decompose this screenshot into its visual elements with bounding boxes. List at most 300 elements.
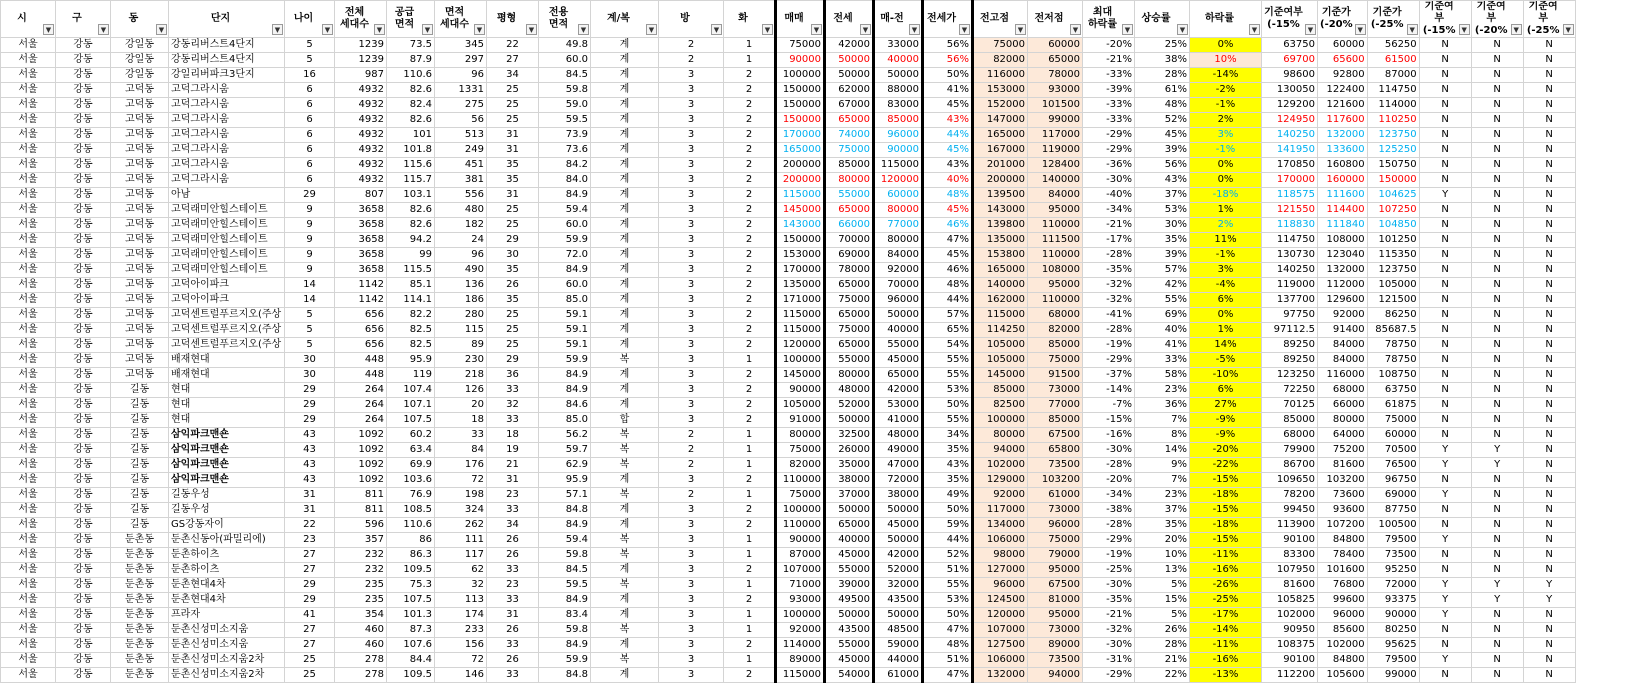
cell-supply_area[interactable]: 84.4	[387, 653, 435, 668]
cell-rooms[interactable]: 3	[659, 398, 724, 413]
cell-jeonse[interactable]: 80000	[825, 173, 874, 188]
cell-base15[interactable]: 97750	[1262, 308, 1318, 323]
cell-high_sale[interactable]: 153800	[973, 248, 1028, 263]
cell-base25[interactable]: 95250	[1367, 563, 1419, 578]
cell-rise[interactable]: 28%	[1135, 68, 1190, 83]
cell-supply_area[interactable]: 115.5	[387, 263, 435, 278]
cell-sale[interactable]: 75000	[776, 443, 825, 458]
cell-base20[interactable]: 96000	[1318, 608, 1368, 623]
cell-flag20[interactable]: N	[1471, 308, 1523, 323]
cell-base20[interactable]: 91400	[1318, 323, 1368, 338]
cell-area_households[interactable]: 72	[435, 653, 487, 668]
cell-base15[interactable]: 63750	[1262, 38, 1318, 53]
filter-dropdown-icon[interactable]: ▼	[1511, 24, 1522, 35]
cell-drop[interactable]: 2%	[1190, 218, 1262, 233]
cell-rooms[interactable]: 3	[659, 473, 724, 488]
cell-stair_type[interactable]: 계	[591, 293, 659, 308]
cell-si[interactable]: 서울	[1, 293, 56, 308]
cell-gu[interactable]: 강동	[56, 338, 111, 353]
cell-exclusive_area[interactable]: 84.8	[539, 503, 591, 518]
cell-low_jeonse[interactable]: 77000	[1028, 398, 1083, 413]
cell-base25[interactable]: 93375	[1367, 593, 1419, 608]
cell-pyeong[interactable]: 33	[487, 593, 539, 608]
cell-flag20[interactable]: N	[1471, 623, 1523, 638]
cell-low_jeonse[interactable]: 95000	[1028, 278, 1083, 293]
cell-dong[interactable]: 고덕동	[111, 233, 169, 248]
cell-base15[interactable]: 121550	[1262, 203, 1318, 218]
cell-base25[interactable]: 90000	[1367, 608, 1419, 623]
cell-high_sale[interactable]: 120000	[973, 608, 1028, 623]
cell-age[interactable]: 29	[285, 188, 335, 203]
cell-drop[interactable]: 11%	[1190, 233, 1262, 248]
cell-area_households[interactable]: 280	[435, 308, 487, 323]
cell-rise[interactable]: 23%	[1135, 383, 1190, 398]
cell-base20[interactable]: 92800	[1318, 68, 1368, 83]
cell-gu[interactable]: 강동	[56, 548, 111, 563]
cell-jeonse[interactable]: 37000	[825, 488, 874, 503]
cell-base20[interactable]: 73600	[1318, 488, 1368, 503]
cell-max_drop[interactable]: -37%	[1083, 368, 1135, 383]
cell-high_sale[interactable]: 165000	[973, 128, 1028, 143]
cell-stair_type[interactable]: 계	[591, 608, 659, 623]
cell-sale[interactable]: 100000	[776, 353, 825, 368]
cell-gap[interactable]: 61000	[874, 668, 923, 683]
cell-max_drop[interactable]: -34%	[1083, 488, 1135, 503]
cell-rise[interactable]: 23%	[1135, 488, 1190, 503]
cell-base15[interactable]: 89250	[1262, 338, 1318, 353]
cell-base15[interactable]: 113900	[1262, 518, 1318, 533]
cell-supply_area[interactable]: 82.6	[387, 218, 435, 233]
cell-danji[interactable]: 둔촌신성미소지움	[169, 638, 285, 653]
cell-area_households[interactable]: 233	[435, 623, 487, 638]
cell-danji[interactable]: 배재현대	[169, 353, 285, 368]
cell-low_jeonse[interactable]: 103200	[1028, 473, 1083, 488]
cell-stair_type[interactable]: 계	[591, 473, 659, 488]
cell-sale[interactable]: 150000	[776, 98, 825, 113]
cell-si[interactable]: 서울	[1, 38, 56, 53]
cell-base25[interactable]: 86250	[1367, 308, 1419, 323]
cell-low_jeonse[interactable]: 82000	[1028, 323, 1083, 338]
cell-jeonse_ratio[interactable]: 55%	[923, 368, 973, 383]
cell-area_households[interactable]: 111	[435, 533, 487, 548]
cell-age[interactable]: 5	[285, 308, 335, 323]
cell-supply_area[interactable]: 73.5	[387, 38, 435, 53]
cell-drop[interactable]: -16%	[1190, 563, 1262, 578]
cell-jeonse[interactable]: 75000	[825, 293, 874, 308]
cell-danji[interactable]: 둔촌신성미소지움2차	[169, 668, 285, 683]
cell-rise[interactable]: 8%	[1135, 428, 1190, 443]
cell-drop[interactable]: -18%	[1190, 518, 1262, 533]
cell-danji[interactable]: 현대	[169, 383, 285, 398]
filter-dropdown-icon[interactable]: ▼	[272, 24, 283, 35]
cell-base25[interactable]: 85687.5	[1367, 323, 1419, 338]
cell-sale[interactable]: 100000	[776, 503, 825, 518]
column-header-base15[interactable]	[1262, 1, 1318, 38]
cell-high_sale[interactable]: 92000	[973, 488, 1028, 503]
cell-dong[interactable]: 길동	[111, 488, 169, 503]
cell-danji[interactable]: 고덕그라시움	[169, 173, 285, 188]
cell-gap[interactable]: 65000	[874, 368, 923, 383]
cell-si[interactable]: 서울	[1, 503, 56, 518]
cell-max_drop[interactable]: -38%	[1083, 503, 1135, 518]
cell-base25[interactable]: 96750	[1367, 473, 1419, 488]
cell-pyeong[interactable]: 25	[487, 323, 539, 338]
cell-low_jeonse[interactable]: 93000	[1028, 83, 1083, 98]
cell-supply_area[interactable]: 86	[387, 533, 435, 548]
cell-gap[interactable]: 55000	[874, 338, 923, 353]
cell-base25[interactable]: 69000	[1367, 488, 1419, 503]
cell-flag20[interactable]: N	[1471, 533, 1523, 548]
cell-exclusive_area[interactable]: 59.8	[539, 548, 591, 563]
cell-rooms[interactable]: 3	[659, 83, 724, 98]
cell-base25[interactable]: 104625	[1367, 188, 1419, 203]
cell-age[interactable]: 30	[285, 368, 335, 383]
cell-danji[interactable]: 고덕래미안힐스테이트	[169, 233, 285, 248]
cell-rooms[interactable]: 3	[659, 638, 724, 653]
cell-baths[interactable]: 1	[724, 428, 776, 443]
cell-max_drop[interactable]: -32%	[1083, 293, 1135, 308]
cell-jeonse_ratio[interactable]: 47%	[923, 623, 973, 638]
cell-jeonse_ratio[interactable]: 49%	[923, 488, 973, 503]
cell-dong[interactable]: 고덕동	[111, 293, 169, 308]
cell-flag20[interactable]: N	[1471, 218, 1523, 233]
cell-si[interactable]: 서울	[1, 368, 56, 383]
column-header-pyeong[interactable]	[487, 1, 539, 38]
cell-base20[interactable]: 66000	[1318, 398, 1368, 413]
cell-dong[interactable]: 길동	[111, 443, 169, 458]
cell-base25[interactable]: 61875	[1367, 398, 1419, 413]
cell-base25[interactable]: 56250	[1367, 38, 1419, 53]
cell-gap[interactable]: 43500	[874, 593, 923, 608]
cell-baths[interactable]: 2	[724, 293, 776, 308]
cell-si[interactable]: 서울	[1, 518, 56, 533]
cell-max_drop[interactable]: -21%	[1083, 53, 1135, 68]
filter-dropdown-icon[interactable]: ▼	[526, 24, 537, 35]
cell-supply_area[interactable]: 110.6	[387, 518, 435, 533]
cell-low_jeonse[interactable]: 73500	[1028, 653, 1083, 668]
cell-stair_type[interactable]: 계	[591, 323, 659, 338]
cell-baths[interactable]: 2	[724, 278, 776, 293]
cell-gu[interactable]: 강동	[56, 68, 111, 83]
cell-base25[interactable]: 150750	[1367, 158, 1419, 173]
cell-stair_type[interactable]: 합	[591, 413, 659, 428]
cell-sale[interactable]: 115000	[776, 668, 825, 683]
cell-base25[interactable]: 87000	[1367, 68, 1419, 83]
cell-base25[interactable]: 114750	[1367, 83, 1419, 98]
cell-flag15[interactable]: N	[1419, 38, 1471, 53]
cell-high_sale[interactable]: 116000	[973, 68, 1028, 83]
cell-baths[interactable]: 2	[724, 263, 776, 278]
cell-supply_area[interactable]: 107.5	[387, 413, 435, 428]
cell-total_households[interactable]: 987	[335, 68, 387, 83]
cell-drop[interactable]: -10%	[1190, 368, 1262, 383]
cell-total_households[interactable]: 811	[335, 503, 387, 518]
cell-sale[interactable]: 100000	[776, 68, 825, 83]
cell-area_households[interactable]: 136	[435, 278, 487, 293]
cell-jeonse[interactable]: 39000	[825, 578, 874, 593]
cell-flag20[interactable]: N	[1471, 68, 1523, 83]
cell-base20[interactable]: 78400	[1318, 548, 1368, 563]
cell-rise[interactable]: 56%	[1135, 158, 1190, 173]
cell-age[interactable]: 25	[285, 653, 335, 668]
cell-jeonse_ratio[interactable]: 45%	[923, 98, 973, 113]
cell-flag25[interactable]: N	[1523, 503, 1575, 518]
cell-base25[interactable]: 75000	[1367, 413, 1419, 428]
cell-gu[interactable]: 강동	[56, 413, 111, 428]
cell-flag20[interactable]: N	[1471, 263, 1523, 278]
cell-max_drop[interactable]: -29%	[1083, 668, 1135, 683]
column-header-area_households[interactable]	[435, 1, 487, 38]
cell-high_sale[interactable]: 124500	[973, 593, 1028, 608]
cell-flag20[interactable]: N	[1471, 323, 1523, 338]
cell-rooms[interactable]: 2	[659, 428, 724, 443]
cell-jeonse[interactable]: 65000	[825, 308, 874, 323]
filter-dropdown-icon[interactable]: ▼	[1177, 24, 1188, 35]
cell-base20[interactable]: 129600	[1318, 293, 1368, 308]
cell-pyeong[interactable]: 25	[487, 203, 539, 218]
cell-age[interactable]: 6	[285, 173, 335, 188]
cell-jeonse_ratio[interactable]: 51%	[923, 653, 973, 668]
cell-jeonse_ratio[interactable]: 53%	[923, 593, 973, 608]
cell-high_sale[interactable]: 100000	[973, 413, 1028, 428]
cell-rise[interactable]: 55%	[1135, 293, 1190, 308]
cell-pyeong[interactable]: 32	[487, 398, 539, 413]
cell-si[interactable]: 서울	[1, 323, 56, 338]
cell-baths[interactable]: 2	[724, 668, 776, 683]
cell-total_households[interactable]: 278	[335, 668, 387, 683]
cell-high_sale[interactable]: 129000	[973, 473, 1028, 488]
cell-gu[interactable]: 강동	[56, 443, 111, 458]
cell-low_jeonse[interactable]: 67500	[1028, 428, 1083, 443]
cell-jeonse[interactable]: 52000	[825, 398, 874, 413]
cell-area_households[interactable]: 182	[435, 218, 487, 233]
cell-baths[interactable]: 1	[724, 53, 776, 68]
cell-jeonse[interactable]: 55000	[825, 353, 874, 368]
cell-jeonse_ratio[interactable]: 50%	[923, 608, 973, 623]
cell-max_drop[interactable]: -14%	[1083, 383, 1135, 398]
cell-base20[interactable]: 111840	[1318, 218, 1368, 233]
cell-age[interactable]: 27	[285, 563, 335, 578]
cell-total_households[interactable]: 4932	[335, 113, 387, 128]
cell-flag15[interactable]: N	[1419, 83, 1471, 98]
cell-gap[interactable]: 33000	[874, 38, 923, 53]
cell-pyeong[interactable]: 26	[487, 548, 539, 563]
cell-gu[interactable]: 강동	[56, 248, 111, 263]
cell-base15[interactable]: 70125	[1262, 398, 1318, 413]
cell-stair_type[interactable]: 계	[591, 128, 659, 143]
cell-jeonse[interactable]: 65000	[825, 518, 874, 533]
cell-base20[interactable]: 84800	[1318, 653, 1368, 668]
cell-stair_type[interactable]: 계	[591, 383, 659, 398]
cell-jeonse_ratio[interactable]: 45%	[923, 203, 973, 218]
cell-exclusive_area[interactable]: 84.2	[539, 158, 591, 173]
cell-dong[interactable]: 둔촌동	[111, 548, 169, 563]
cell-base20[interactable]: 121600	[1318, 98, 1368, 113]
cell-exclusive_area[interactable]: 59.9	[539, 353, 591, 368]
cell-sale[interactable]: 114000	[776, 638, 825, 653]
cell-stair_type[interactable]: 복	[591, 623, 659, 638]
cell-flag20[interactable]: N	[1471, 653, 1523, 668]
cell-danji[interactable]: 고덕래미안힐스테이트	[169, 203, 285, 218]
cell-stair_type[interactable]: 계	[591, 563, 659, 578]
cell-age[interactable]: 9	[285, 233, 335, 248]
cell-sale[interactable]: 170000	[776, 128, 825, 143]
cell-area_households[interactable]: 297	[435, 53, 487, 68]
cell-gu[interactable]: 강동	[56, 503, 111, 518]
cell-stair_type[interactable]: 복	[591, 548, 659, 563]
cell-jeonse[interactable]: 74000	[825, 128, 874, 143]
cell-dong[interactable]: 고덕동	[111, 83, 169, 98]
cell-low_jeonse[interactable]: 78000	[1028, 68, 1083, 83]
filter-dropdown-icon[interactable]: ▼	[1563, 24, 1574, 35]
cell-baths[interactable]: 1	[724, 458, 776, 473]
cell-flag25[interactable]: N	[1523, 353, 1575, 368]
cell-stair_type[interactable]: 계	[591, 398, 659, 413]
cell-total_households[interactable]: 460	[335, 623, 387, 638]
cell-pyeong[interactable]: 36	[487, 368, 539, 383]
cell-jeonse_ratio[interactable]: 56%	[923, 38, 973, 53]
cell-jeonse_ratio[interactable]: 47%	[923, 233, 973, 248]
cell-gu[interactable]: 강동	[56, 368, 111, 383]
cell-exclusive_area[interactable]: 59.9	[539, 653, 591, 668]
cell-total_households[interactable]: 3658	[335, 248, 387, 263]
cell-gu[interactable]: 강동	[56, 143, 111, 158]
cell-gu[interactable]: 강동	[56, 563, 111, 578]
cell-age[interactable]: 29	[285, 413, 335, 428]
cell-total_households[interactable]: 448	[335, 353, 387, 368]
cell-rooms[interactable]: 2	[659, 443, 724, 458]
cell-base20[interactable]: 114400	[1318, 203, 1368, 218]
column-header-high_sale[interactable]	[973, 1, 1028, 38]
cell-supply_area[interactable]: 107.4	[387, 383, 435, 398]
cell-stair_type[interactable]: 계	[591, 98, 659, 113]
cell-flag15[interactable]: N	[1419, 503, 1471, 518]
cell-total_households[interactable]: 4932	[335, 158, 387, 173]
cell-drop[interactable]: -22%	[1190, 458, 1262, 473]
cell-base20[interactable]: 92000	[1318, 308, 1368, 323]
cell-si[interactable]: 서울	[1, 533, 56, 548]
cell-age[interactable]: 29	[285, 578, 335, 593]
cell-max_drop[interactable]: -21%	[1083, 218, 1135, 233]
cell-baths[interactable]: 2	[724, 83, 776, 98]
cell-gu[interactable]: 강동	[56, 428, 111, 443]
cell-stair_type[interactable]: 계	[591, 218, 659, 233]
cell-base15[interactable]: 119000	[1262, 278, 1318, 293]
cell-age[interactable]: 9	[285, 263, 335, 278]
cell-baths[interactable]: 2	[724, 233, 776, 248]
cell-base25[interactable]: 72000	[1367, 578, 1419, 593]
cell-stair_type[interactable]: 계	[591, 503, 659, 518]
cell-max_drop[interactable]: -39%	[1083, 83, 1135, 98]
cell-base15[interactable]: 86700	[1262, 458, 1318, 473]
cell-base20[interactable]: 112000	[1318, 278, 1368, 293]
cell-gu[interactable]: 강동	[56, 203, 111, 218]
cell-exclusive_area[interactable]: 84.9	[539, 263, 591, 278]
cell-area_households[interactable]: 126	[435, 383, 487, 398]
cell-gu[interactable]: 강동	[56, 578, 111, 593]
cell-pyeong[interactable]: 33	[487, 668, 539, 683]
cell-flag25[interactable]: Y	[1523, 593, 1575, 608]
cell-total_households[interactable]: 1092	[335, 473, 387, 488]
filter-dropdown-icon[interactable]: ▼	[1305, 24, 1316, 35]
cell-baths[interactable]: 2	[724, 113, 776, 128]
cell-flag20[interactable]: N	[1471, 278, 1523, 293]
cell-flag25[interactable]: N	[1523, 638, 1575, 653]
cell-low_jeonse[interactable]: 60000	[1028, 38, 1083, 53]
cell-jeonse[interactable]: 40000	[825, 533, 874, 548]
cell-max_drop[interactable]: -28%	[1083, 518, 1135, 533]
cell-danji[interactable]: 고덕래미안힐스테이트	[169, 218, 285, 233]
cell-low_jeonse[interactable]: 75000	[1028, 533, 1083, 548]
cell-flag15[interactable]: N	[1419, 68, 1471, 83]
cell-rooms[interactable]: 3	[659, 203, 724, 218]
cell-gap[interactable]: 41000	[874, 413, 923, 428]
column-header-total_households[interactable]	[335, 1, 387, 38]
cell-sale[interactable]: 105000	[776, 398, 825, 413]
cell-base15[interactable]: 90950	[1262, 623, 1318, 638]
cell-base20[interactable]: 133600	[1318, 143, 1368, 158]
cell-rise[interactable]: 39%	[1135, 248, 1190, 263]
cell-flag20[interactable]: N	[1471, 368, 1523, 383]
cell-baths[interactable]: 2	[724, 248, 776, 263]
cell-flag15[interactable]: N	[1419, 128, 1471, 143]
cell-rise[interactable]: 7%	[1135, 413, 1190, 428]
column-header-gap[interactable]	[874, 1, 923, 38]
cell-sale[interactable]: 87000	[776, 548, 825, 563]
cell-total_households[interactable]: 3658	[335, 263, 387, 278]
cell-jeonse[interactable]: 42000	[825, 38, 874, 53]
cell-high_sale[interactable]: 102000	[973, 458, 1028, 473]
cell-rooms[interactable]: 3	[659, 293, 724, 308]
cell-flag25[interactable]: N	[1523, 338, 1575, 353]
cell-base25[interactable]: 63750	[1367, 383, 1419, 398]
cell-base25[interactable]: 99000	[1367, 668, 1419, 683]
cell-flag15[interactable]: N	[1419, 368, 1471, 383]
cell-area_households[interactable]: 32	[435, 578, 487, 593]
cell-exclusive_area[interactable]: 73.9	[539, 128, 591, 143]
cell-stair_type[interactable]: 계	[591, 38, 659, 53]
cell-danji[interactable]: 삼익파크맨숀	[169, 458, 285, 473]
cell-si[interactable]: 서울	[1, 638, 56, 653]
cell-danji[interactable]: 둔촌신동아(파밀리에)	[169, 533, 285, 548]
cell-drop[interactable]: -4%	[1190, 278, 1262, 293]
column-header-jeonse[interactable]	[825, 1, 874, 38]
cell-rise[interactable]: 53%	[1135, 203, 1190, 218]
cell-si[interactable]: 서울	[1, 158, 56, 173]
cell-exclusive_area[interactable]: 84.9	[539, 638, 591, 653]
cell-gap[interactable]: 72000	[874, 473, 923, 488]
cell-baths[interactable]: 2	[724, 128, 776, 143]
cell-jeonse_ratio[interactable]: 59%	[923, 518, 973, 533]
cell-drop[interactable]: -18%	[1190, 488, 1262, 503]
cell-jeonse_ratio[interactable]: 40%	[923, 173, 973, 188]
cell-si[interactable]: 서울	[1, 488, 56, 503]
cell-stair_type[interactable]: 계	[591, 518, 659, 533]
cell-rooms[interactable]: 3	[659, 593, 724, 608]
cell-danji[interactable]: 삼익파크맨숀	[169, 428, 285, 443]
cell-exclusive_area[interactable]: 62.9	[539, 458, 591, 473]
cell-dong[interactable]: 둔촌동	[111, 623, 169, 638]
cell-supply_area[interactable]: 108.5	[387, 503, 435, 518]
cell-exclusive_area[interactable]: 84.6	[539, 398, 591, 413]
cell-high_sale[interactable]: 139800	[973, 218, 1028, 233]
cell-danji[interactable]: 고덕아이파크	[169, 278, 285, 293]
cell-base25[interactable]: 100500	[1367, 518, 1419, 533]
cell-supply_area[interactable]: 101	[387, 128, 435, 143]
cell-total_households[interactable]: 460	[335, 638, 387, 653]
cell-supply_area[interactable]: 107.1	[387, 398, 435, 413]
cell-rise[interactable]: 42%	[1135, 278, 1190, 293]
